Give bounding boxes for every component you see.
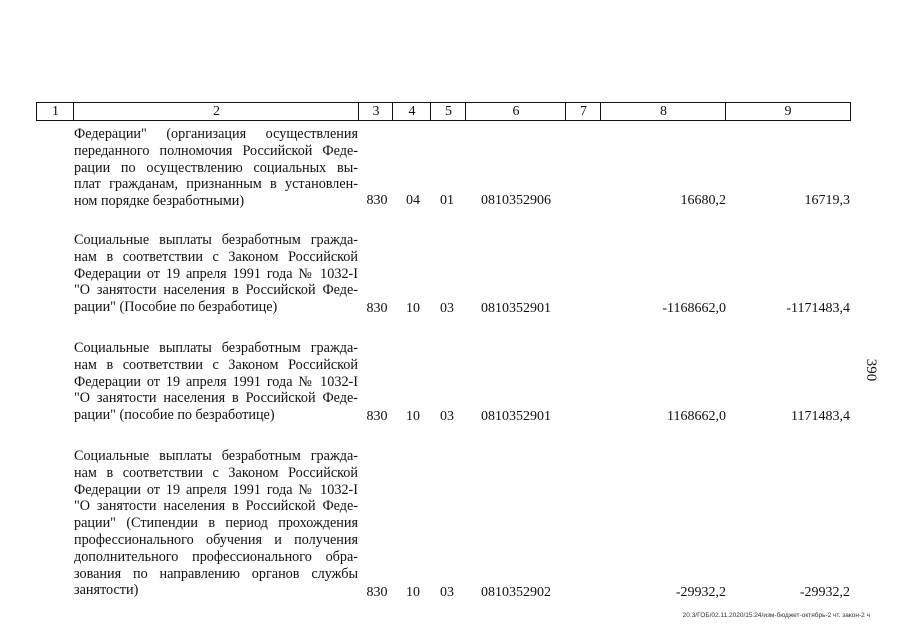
description-line: нам в соответствии с Законом Российской (74, 248, 358, 265)
row-description (74, 448, 358, 599)
header-col-2: 2 (73, 102, 359, 121)
description-line: "О занятости населения в Российской Феде- (74, 282, 358, 299)
header-col-6: 6 (465, 102, 566, 121)
description-line: Социальные выплаты безработным гражда- (74, 232, 358, 248)
row-code-5: 03 (440, 585, 454, 600)
description-line: "О занятости населения в Российской Феде- (74, 498, 358, 515)
row-amount-8: 1168662,0 (667, 409, 726, 424)
row-description (74, 340, 358, 424)
row-amount-9: 1171483,4 (791, 409, 850, 424)
description-line: рации" (Пособие по безработице) (74, 299, 278, 316)
header-col-7: 7 (565, 102, 601, 121)
row-amount-9: 16719,3 (804, 193, 850, 208)
page-number: 390 (863, 358, 879, 382)
description-line: нам в соответствии с Законом Российской (74, 464, 358, 481)
row-code-4: 10 (406, 301, 420, 316)
description-line: нам в соответствии с Законом Российской (74, 356, 358, 373)
description-line: Социальные выплаты безработным гражда- (74, 448, 358, 464)
row-amount-8: -29932,2 (675, 585, 726, 600)
row-code-6: 0810352901 (481, 301, 551, 316)
row-code-3: 830 (366, 301, 388, 316)
description-line: занятости) (74, 582, 139, 599)
description-line: рации по осуществлению социальных вы- (74, 159, 358, 176)
row-code-5: 03 (440, 301, 454, 316)
row-code-3: 830 (366, 409, 388, 424)
description-line: профессионального обучения и получения (74, 531, 358, 548)
description-line: Федерации от 19 апреля 1991 года № 1032-I (74, 373, 358, 390)
description-line: рации" (пособие по безработице) (74, 407, 275, 424)
row-code-3: 830 (366, 585, 388, 600)
row-amount-8: 16680,2 (680, 193, 726, 208)
description-line: ном порядке безработными) (74, 193, 245, 210)
row-amount-9: -29932,2 (799, 585, 850, 600)
row-code-4: 10 (406, 409, 420, 424)
header-col-8: 8 (600, 102, 726, 121)
description-line: Федерации от 19 апреля 1991 года № 1032-I (74, 481, 358, 498)
footer-file-stamp: 20.3/ГОБ/02.11.2020/15:24/изм-бюджет-октябрь-2 чт. закон-2 ч (682, 612, 870, 619)
header-col-4: 4 (392, 102, 431, 121)
description-line: дополнительного профессионального обра- (74, 548, 358, 565)
row-code-6: 0810352906 (481, 193, 551, 208)
description-line: Социальные выплаты безработным гражда- (74, 340, 358, 356)
row-code-4: 04 (406, 193, 420, 208)
row-amount-8: -1168662,0 (662, 301, 726, 316)
row-description (74, 232, 358, 316)
description-line: зования по направлению органов службы (74, 565, 358, 582)
description-line: рации" (Стипендии в период прохождения (74, 515, 358, 532)
row-code-6: 0810352902 (481, 585, 551, 600)
row-amount-9: -1171483,4 (786, 301, 850, 316)
header-col-9: 9 (725, 102, 851, 121)
row-code-4: 10 (406, 585, 420, 600)
description-line: Федерации" (организация осуществления (74, 126, 358, 142)
row-code-3: 830 (366, 193, 388, 208)
description-line: плат гражданам, признанным в установлен- (74, 176, 358, 193)
row-code-6: 0810352901 (481, 409, 551, 424)
description-line: "О занятости населения в Российской Феде- (74, 390, 358, 407)
header-col-5: 5 (430, 102, 466, 121)
description-line: переданного полномочия Российской Феде- (74, 142, 358, 159)
header-col-3: 3 (358, 102, 393, 121)
row-code-5: 01 (440, 193, 454, 208)
header-col-1: 1 (36, 102, 74, 121)
row-code-5: 03 (440, 409, 454, 424)
row-description (74, 126, 358, 210)
description-line: Федерации от 19 апреля 1991 года № 1032-I (74, 265, 358, 282)
